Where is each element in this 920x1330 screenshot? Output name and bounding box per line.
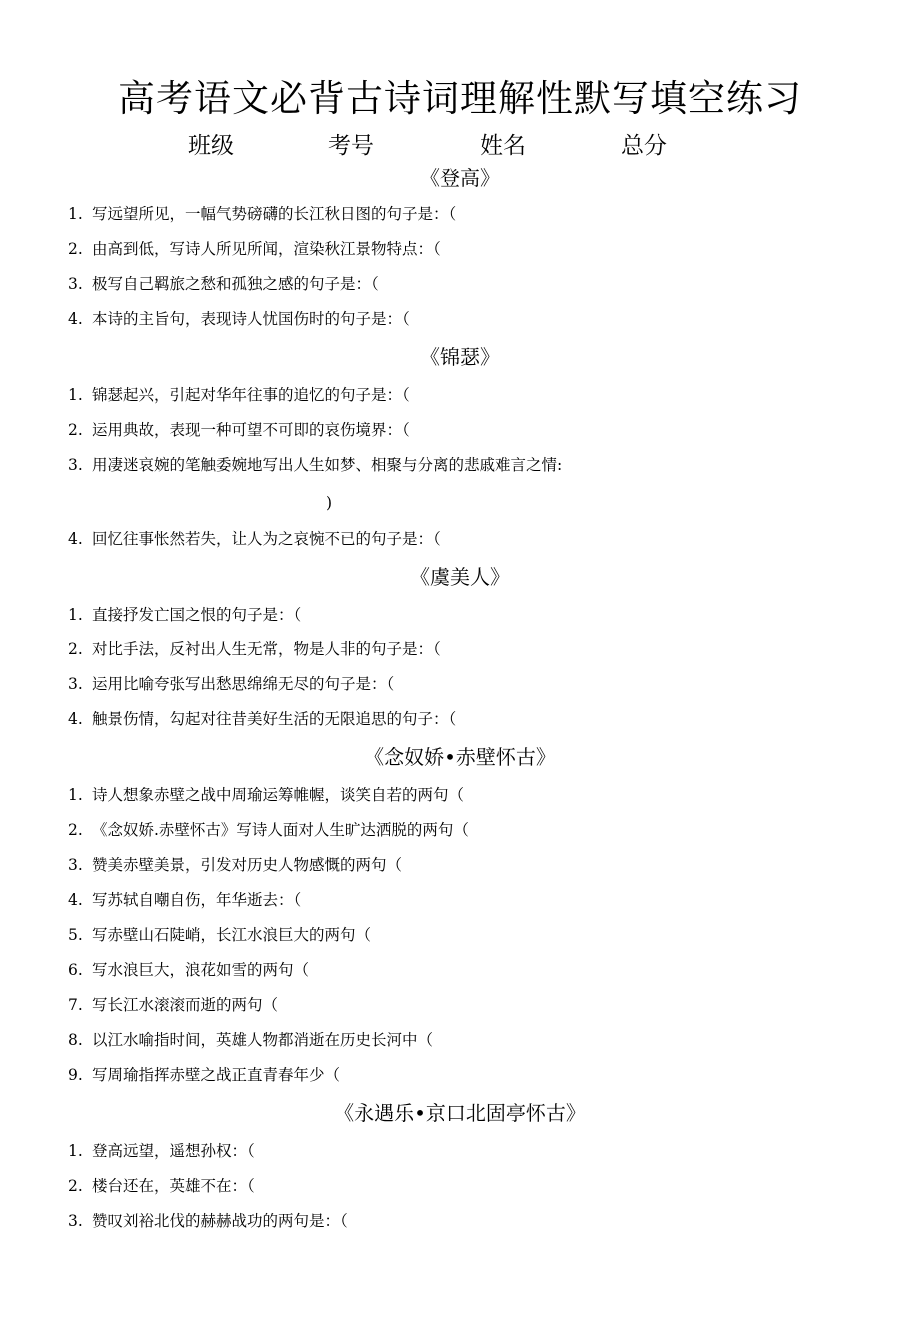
question-text: 登高远望，遥想孙权：（ <box>92 1142 255 1160</box>
question-text: 运用典故，表现一种可望不可即的哀伤境界：（ <box>92 421 410 439</box>
question-text: 由高到低，写诗人所见所闻，渲染秋江景物特点：（ <box>92 240 441 258</box>
answer-closing-paren: ) <box>326 494 333 512</box>
question-item <box>68 818 868 842</box>
question-number: 1. <box>68 786 83 804</box>
question-item <box>68 853 868 877</box>
question-number: 8. <box>68 1031 83 1049</box>
question-text: 写赤壁山石陡峭，长江水浪巨大的两句（ <box>92 926 372 944</box>
question-number: 5. <box>68 926 83 944</box>
section-title: 《锦瑟》 <box>420 345 500 369</box>
question-text: 写远望所见，一幅气势磅礴的长江秋日图的句子是：（ <box>92 205 457 223</box>
question-number: 4. <box>68 710 83 728</box>
question-number: 1. <box>68 606 83 624</box>
question-item <box>68 237 868 261</box>
question-text: 《念奴娇.赤壁怀古》写诗人面对人生旷达洒脱的两句（ <box>92 821 469 839</box>
question-number: 2. <box>68 421 83 439</box>
question-number: 9. <box>68 1066 83 1084</box>
question-item <box>68 993 868 1017</box>
question-text: 本诗的主旨句，表现诗人忧国伤时的句子是：（ <box>92 310 410 328</box>
question-number: 3. <box>68 275 83 293</box>
question-number: 1. <box>68 205 83 223</box>
question-item <box>68 1063 868 1087</box>
section-title: 《登高》 <box>420 166 500 190</box>
section-title: 《虞美人》 <box>410 565 510 589</box>
section-title: 《念奴娇•赤壁怀古》 <box>364 745 556 769</box>
question-item <box>68 307 868 331</box>
question-item <box>68 202 868 226</box>
question-text: 写苏轼自嘲自伤，年华逝去：（ <box>92 891 302 909</box>
question-text: 写周瑜指挥赤壁之战正直青春年少（ <box>92 1066 341 1084</box>
question-number: 6. <box>68 961 83 979</box>
question-text: 运用比喻夸张写出愁思绵绵无尽的句子是：（ <box>92 675 395 693</box>
question-text: 锦瑟起兴，引起对华年往事的追忆的句子是：（ <box>92 386 410 404</box>
question-item <box>68 272 868 296</box>
question-item <box>68 603 868 627</box>
question-number: 2. <box>68 821 83 839</box>
question-number: 2. <box>68 240 83 258</box>
question-text: 直接抒发亡国之恨的句子是：（ <box>92 606 302 624</box>
question-number: 4. <box>68 530 83 548</box>
question-item <box>68 1028 868 1052</box>
question-text: 回忆往事怅然若失，让人为之哀惋不已的句子是：（ <box>92 530 441 548</box>
question-text: 赞美赤壁美景，引发对历史人物感慨的两句（ <box>92 856 403 874</box>
question-number: 3. <box>68 856 83 874</box>
question-text: 用凄迷哀婉的笔触委婉地写出人生如梦、相聚与分离的悲戚难言之情: <box>92 456 563 474</box>
name-label: 姓名 <box>480 133 526 159</box>
question-item <box>68 637 868 661</box>
question-text: 以江水喻指时间，英雄人物都消逝在历史长河中（ <box>92 1031 434 1049</box>
question-item <box>68 527 868 551</box>
question-text: 写长江水滚滚而逝的两句（ <box>92 996 279 1014</box>
question-text: 极写自己羁旅之愁和孤独之感的句子是：（ <box>92 275 379 293</box>
question-number: 3. <box>68 1212 83 1230</box>
question-number: 1. <box>68 1142 83 1160</box>
student-info-fields <box>0 126 920 166</box>
question-item <box>68 888 868 912</box>
question-item <box>68 1209 868 1233</box>
question-number: 2. <box>68 640 83 658</box>
question-item <box>68 383 868 407</box>
question-item <box>68 783 868 807</box>
question-number: 3. <box>68 456 83 474</box>
exam-number-label: 考号 <box>328 133 374 159</box>
total-score-label: 总分 <box>621 133 667 159</box>
page-title: 高考语文必背古诗词理解性默写填空练习 <box>118 77 802 120</box>
class-label: 班级 <box>188 133 234 159</box>
question-text: 赞叹刘裕北伐的赫赫战功的两句是：（ <box>92 1212 348 1230</box>
question-item <box>68 923 868 947</box>
question-item <box>68 453 868 477</box>
question-text: 写水浪巨大，浪花如雪的两句（ <box>92 961 310 979</box>
section-title: 《永遇乐•京口北固亭怀古》 <box>334 1101 586 1125</box>
question-number: 7. <box>68 996 83 1014</box>
question-item <box>68 958 868 982</box>
question-item <box>68 1174 868 1198</box>
question-number: 4. <box>68 891 83 909</box>
question-item <box>68 672 868 696</box>
question-item <box>68 418 868 442</box>
question-text: 楼台还在，英雄不在：（ <box>92 1177 255 1195</box>
question-number: 3. <box>68 675 83 693</box>
question-number: 1. <box>68 386 83 404</box>
question-text: 触景伤情，勾起对往昔美好生活的无限追思的句子：（ <box>92 710 457 728</box>
question-number: 4. <box>68 310 83 328</box>
question-text: 诗人想象赤壁之战中周瑜运筹帷幄，谈笑自若的两句（ <box>92 786 465 804</box>
question-item <box>68 1139 868 1163</box>
question-text: 对比手法，反衬出人生无常，物是人非的句子是：（ <box>92 640 441 658</box>
question-number: 2. <box>68 1177 83 1195</box>
question-item <box>68 707 868 731</box>
